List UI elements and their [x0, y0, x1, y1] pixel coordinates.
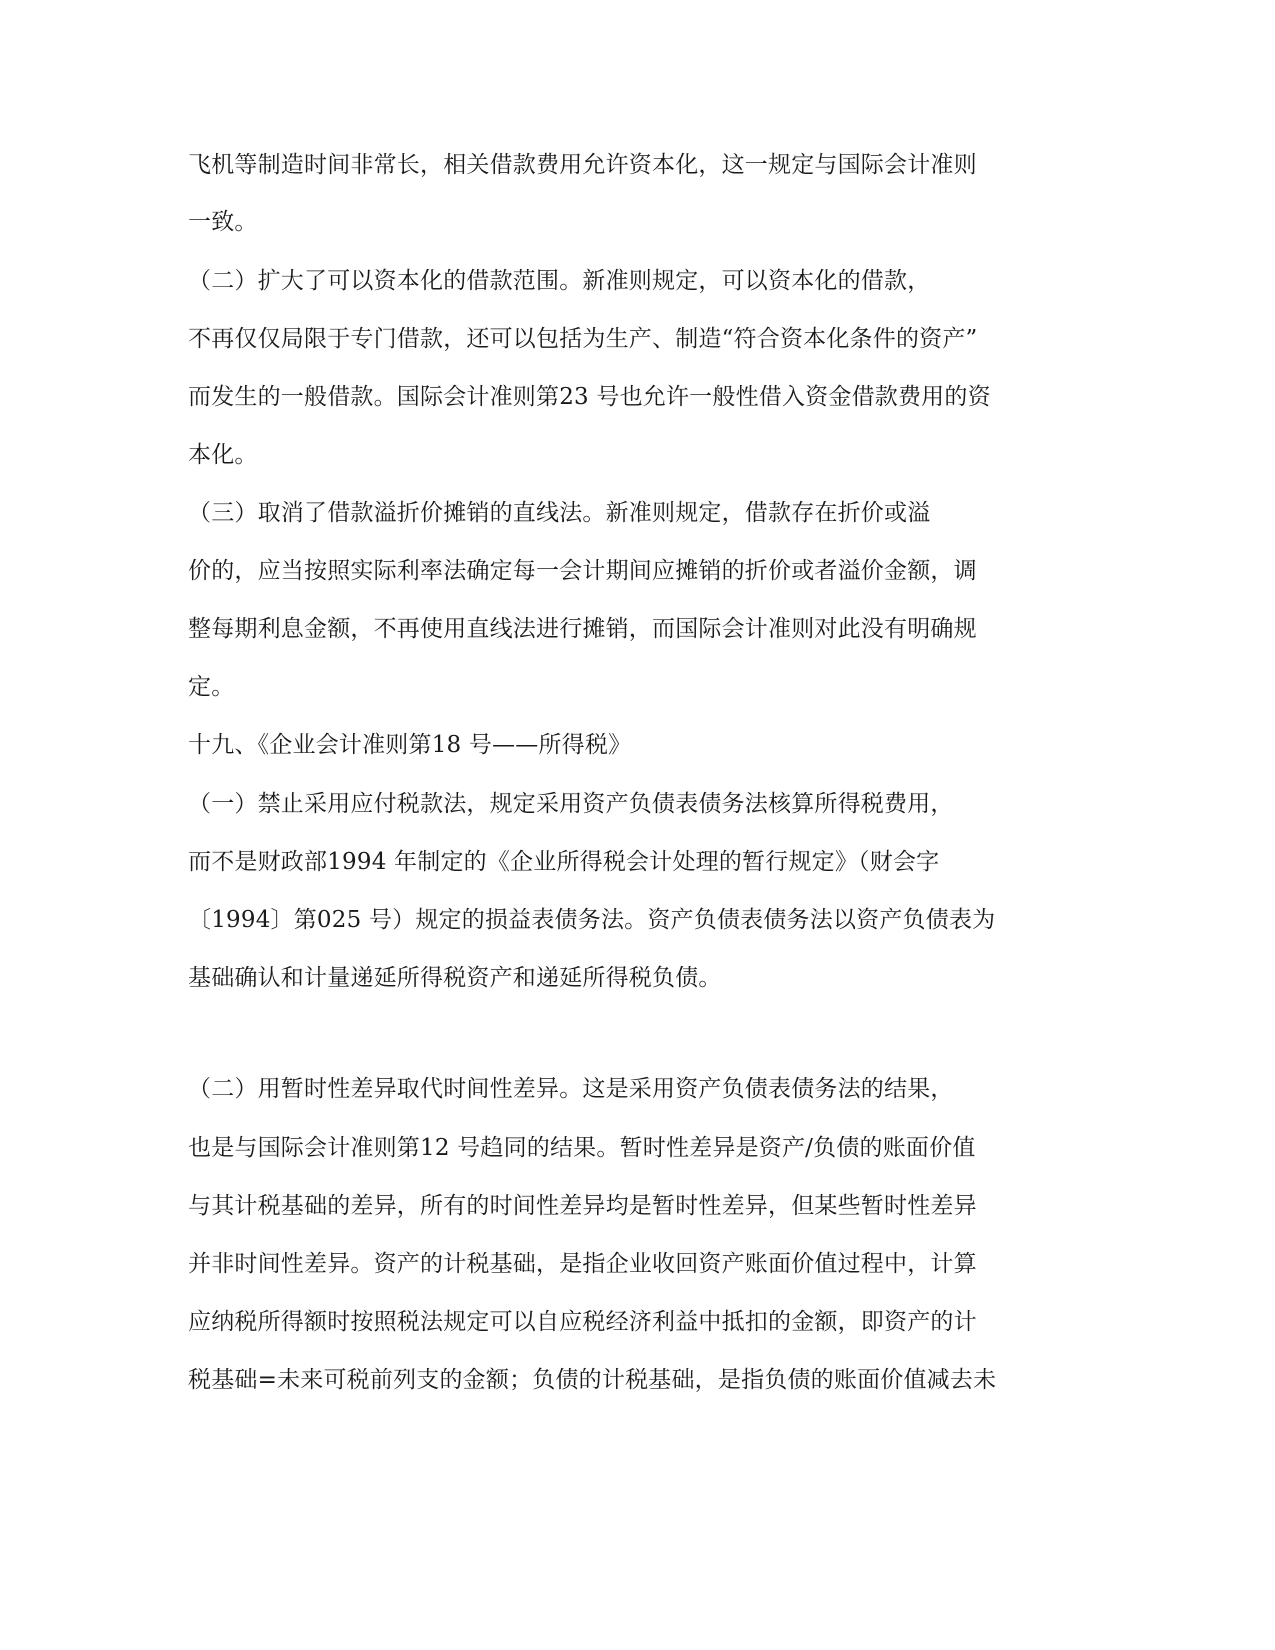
text-line: 而发生的一般借款。国际会计准则第23 号也允许一般性借入资金借款费用的资	[188, 384, 991, 410]
text-line: 应纳税所得额时按照税法规定可以自应税经济利益中抵扣的金额，即资产的计	[188, 1309, 977, 1335]
text-line: 也是与国际会计准则第12 号趋同的结果。暂时性差异是资产/负债的账面价值	[188, 1135, 976, 1161]
text-line: 而不是财政部1994 年制定的《企业所得税会计处理的暂行规定》（财会字	[188, 849, 940, 875]
text-line: 本化。	[188, 442, 258, 468]
text-line: 并非时间性差异。资产的计税基础，是指企业收回资产账面价值过程中，计算	[188, 1251, 977, 1277]
text-line: 不再仅仅局限于专门借款，还可以包括为生产、制造“符合资本化条件的资产”	[188, 326, 978, 352]
text-line: 整每期利息金额，不再使用直线法进行摊销，而国际会计准则对此没有明确规	[188, 616, 977, 642]
text-line: 飞机等制造时间非常长，相关借款费用允许资本化，这一规定与国际会计准则	[188, 152, 977, 178]
text-line: 〔1994〕第025 号）规定的损益表债务法。资产负债表债务法以资产负债表为	[188, 907, 996, 933]
text-line: 基础确认和计量递延所得税资产和递延所得税负债。	[188, 965, 722, 991]
text-line: 一致。	[188, 209, 258, 235]
text-line: （三）取消了借款溢折价摊销的直线法。新准则规定，借款存在折价或溢	[188, 500, 931, 526]
text-line: （一）禁止采用应付税款法，规定采用资产负债表债务法核算所得税费用，	[188, 791, 954, 817]
text-line: 价的，应当按照实际利率法确定每一会计期间应摊销的折价或者溢价金额，调	[188, 558, 977, 584]
text-line: 税基础=未来可税前列支的金额；负债的计税基础，是指负债的账面价值减去未	[188, 1367, 997, 1393]
text-line: （二）用暂时性差异取代时间性差异。这是采用资产负债表债务法的结果，	[188, 1076, 954, 1102]
section-heading: 十九、《企业会计准则第18 号——所得税》	[188, 732, 632, 758]
text-line: （二）扩大了可以资本化的借款范围。新准则规定，可以资本化的借款，	[188, 268, 931, 294]
text-line: 定。	[188, 674, 235, 700]
text-line: 与其计税基础的差异，所有的时间性差异均是暂时性差异，但某些暂时性差异	[188, 1193, 977, 1219]
